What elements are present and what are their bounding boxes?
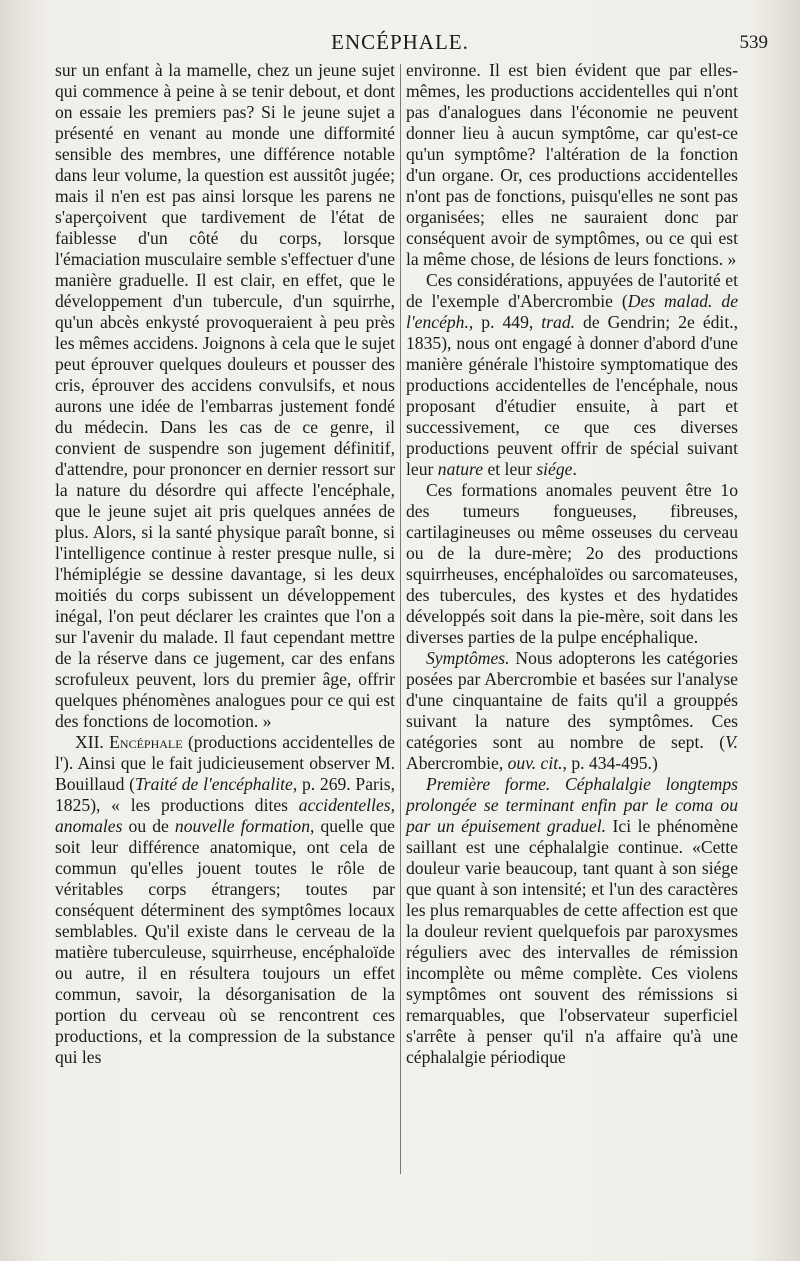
page-header	[0, 30, 800, 58]
left-column	[55, 60, 395, 1068]
text-run: et leur	[483, 459, 537, 479]
citation-abbrev: ouv. cit.	[507, 753, 563, 773]
text-run: Ces considérations, appuyées de l'autorité et de l'exemple d'Abercrombie (	[406, 270, 738, 311]
section-xii-paragraph	[55, 732, 395, 1068]
text-run: (productions accidentelles de l'). Ainsi que le fait judicieusement observer M. Bouillaud (	[55, 732, 395, 794]
text-run: .	[572, 459, 577, 479]
citation-abbrev: V.	[725, 732, 738, 752]
section-heading: Encéphale	[109, 732, 183, 752]
text-run: , quelle que soit leur différence anatomique, ont cela de commun qu'elles jouent toutes le rôle de véritables corps étrangers; toutes par conséquent déterminent des symptômes locaux semblables. Qu'il existe dans le cerveau de la matière tuberculeuse, squirrheuse, encéphaloïde ou autre, il en résultera toujours un effet commun, savoir, la désorganisation de la portion du cerveau où se rencontrent ces productions, et la compression de la substance qui les	[55, 816, 395, 1067]
text-run: Ici le phénomène saillant est une céphalalgie continue. «Cette douleur varie beaucoup, tant quant à son siége que quant à son intensité; et l'un des caractères les plus remarquables de cette affection est que la douleur revient quelquefois par paroxysmes réguliers avec des intervalles de rémission incomplète ou même complète. Ces violens symptômes ont souvent des rémissions si remarquables, que l'observateur superficiel s'arrête à penser qu'il n'a affaire qu'à une céphalalgie périodique	[406, 816, 738, 1067]
term: nouvelle formation	[174, 816, 311, 836]
subsection-label: Première forme. Céphalalgie longtemps prolongée se terminant enfin par le coma ou par un épuisement graduel.	[406, 774, 738, 836]
text-run: , p. 449,	[468, 312, 542, 332]
text-run: , p. 434-495.)	[562, 753, 658, 773]
term: accidentelles, anomales	[55, 795, 395, 836]
citation-abbrev: trad.	[541, 312, 576, 332]
subsection-label: Symptômes.	[426, 648, 510, 668]
paragraph: environne. Il est bien évident que par elles-mêmes, les productions accidentelles qui n'ont pas d'analogues dans l'économie ne peuvent donner lieu à aucun symptôme, car qu'est-ce qu'un symptôme? l'altération de la fonction d'un organe. Or, ces productions accidentelles n'ont pas de fonctions, puisqu'elles ne sont pas organisées; elles ne sauraient donc par conséquent avoir de symptômes, ou ce qui est la même chose, de lésions de leurs fonctions. »	[406, 60, 738, 269]
paragraph	[406, 774, 738, 1068]
section-number: XII.	[75, 732, 104, 752]
paragraph	[406, 270, 738, 480]
column-divider	[400, 64, 401, 1174]
term: siége	[536, 459, 573, 479]
text-run: de Gendrin; 2e édit., 1835), nous ont engagé à donner d'abord d'une manière générale l'histoire symptomatique des productions accidentelles de l'encéphale, nous proposant d'étudier ensuite, à part et successivement, ce que ces diverses productions peuvent offrir de spécial suivant leur	[406, 312, 739, 479]
text-run: Abercrombie,	[406, 753, 508, 773]
text-run: , p. 269. Paris, 1825), « les productions dites	[55, 774, 396, 815]
text-run: ou de	[122, 816, 175, 836]
term: nature	[437, 459, 484, 479]
text-run: Nous adopterons les catégories posées par Abercrombie et basées sur l'analyse d'une cinquantaine de faits qu'il a grouppés suivant la nature des symptômes. Ces catégories sont au nombre de sept. (	[406, 648, 738, 752]
paragraph: sur un enfant à la mamelle, chez un jeune sujet qui commence à peine à se tenir debout, et dont on essaie les premiers pas? Si le jeune sujet a présenté en venant au monde une difformité sensible des membres, une différence notable dans leur volume, la question est aussitôt jugée; mais il n'en est pas ainsi lorsque les parens ne s'aperçoivent que tardivement de l'état de faiblesse d'un côté du corps, lorsque l'émaciation musculaire semble s'effectuer d'une manière graduelle. Il est clair, en effet, que le développement d'un tubercule, d'un squirrhe, qu'un abcès enkysté provoqueraient à peu près les mêmes accidens. Joignons à cela que le sujet peut éprouver quelques douleurs et pousser des cris, éprouver des accidens convulsifs, et nous aurons une idée de l'embarras justement fondé du médecin. Dans les cas de ce genre, il convient de suspendre son jugement définitif, d'attendre, pour prononcer en dernier ressort sur la nature du désordre qui affecte l'encéphale, que le jeune sujet ait pris quelques années de plus. Alors, si la santé physique paraît bonne, si l'intelligence continue à rester presque nulle, si l'hémiplégie se dessine davantage, si les deux moitiés du corps subissent un développement inégal, l'on peut déclarer les craintes que l'on a sur l'avenir du malade. Il faut cependant mettre de la réserve dans ce jugement, car des enfans scrofuleux peuvent, lors du premier âge, offrir quelques phénomènes analogues pour ce qui est des fonctions de locomotion. »	[55, 60, 395, 731]
running-title: ENCÉPHALE.	[331, 30, 469, 54]
page-number: 539	[739, 32, 768, 53]
citation-title: Des malad. de l'encéph.	[406, 291, 738, 332]
citation-title: Traité de l'encéphalite	[134, 774, 293, 794]
paragraph: Ces formations anomales peuvent être 1o des tumeurs fongueuses, fibreuses, cartilagineuses ou même osseuses du cerveau ou de la dure-mère; 2o des productions squirrheuses, encéphaloïdes ou sarcomateuses, des tubercules, des kystes et des hydatides développés soit dans la pie-mère, soit dans les diverses parties de la pulpe encéphalique.	[406, 480, 738, 647]
paragraph	[406, 648, 738, 774]
right-column	[406, 60, 738, 1068]
